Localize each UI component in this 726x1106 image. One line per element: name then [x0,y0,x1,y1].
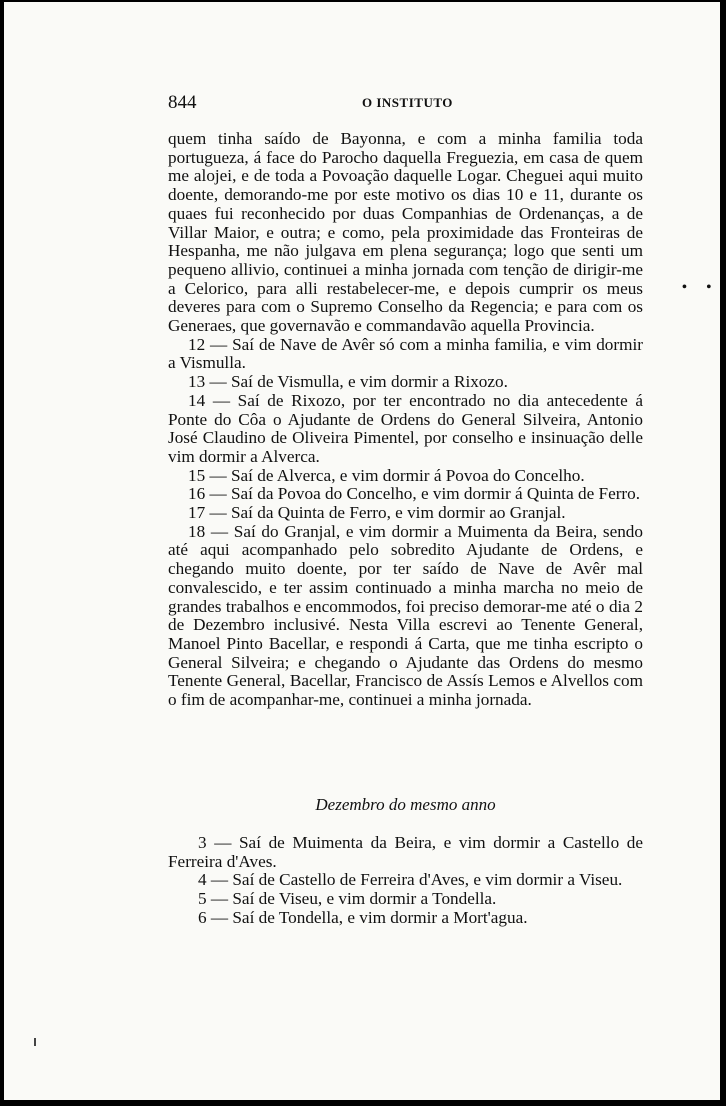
section-heading: Dezembro do mesmo anno [315,795,496,814]
margin-mark: • • [682,280,720,295]
diary-entry-12: 12 — Saí de Nave de Avêr só com a minha familia, e vim dormir a Vismulla. [168,334,643,373]
diary-entry-16: 16 — Saí da Povoa do Concelho, e vim dormir á Quinta de Ferro. [188,484,641,504]
running-title: O INSTITUTO [362,95,453,110]
diary-entry-14: 14 — Saí de Rixozo, por ter encontrado no dia antecedente á Ponte do Côa o Ajudante de Ordens do General Silveira, Antonio José Claudino de Oliveira Pimentel, por conselho e insinuação delle vim dormir a Alverca. [168,390,643,466]
diary-entry-dec-5: 5 — Saí de Viseu, e vim dormir a Tondella. [198,889,497,909]
page-header [168,92,643,116]
book-page [4,2,720,1100]
diary-entry-dec-3: 3 — Saí de Muimenta da Beira, e vim dormir a Castello de Ferreira d'Aves. [168,833,643,871]
diary-entry-13: 13 — Saí de Vismulla, e vim dormir a Rixozo. [188,372,508,392]
diary-entry-15: 15 — Saí de Alverca, e vim dormir á Povoa do Concelho. [188,465,585,485]
diary-entry-dec-6: 6 — Saí de Tondella, e vim dormir a Mort'agua. [198,907,528,927]
diary-entry-18: 18 — Saí do Granjal, e vim dormir a Muimenta da Beira, sendo até aqui acompanhado pelo sobredito Ajudante de Ordens, e chegando muito doente, por ter saído de Nave de Avêr mal convalescido, e ter assim continuado a minha marcha no meio de grandes trabalhos e encommodos, foi preciso demorar-me até o dia 2 de Dezembro inclusivé. Nesta Villa escrevi ao Tenente General, Manoel Pinto Bacellar, e respondi á Carta, que me tinha escripto o General Silveira; e chegando o Ajudante das Ordens do mesmo Tenente General, Bacellar, Francisco de Assís Lemos e Alvellos com o fim de acompanhar-me, continuei a minha jornada. [168,521,643,710]
edge-mark [34,1038,36,1046]
body-text [168,130,643,710]
section-entries [168,834,643,928]
diary-entry-17: 17 — Saí da Quinta de Ferro, e vim dormir ao Granjal. [188,503,566,523]
paragraph-continuation: quem tinha saído de Bayonna, e com a minha familia toda portugueza, á face do Parocho daquella Freguezia, em casa de quem me alojei, e de toda a Povoação daquelle Logar. Cheguei aqui muito doente, demorando-me por este motivo os dias 10 e 11, durante os quaes fui reconhecido por duas Companhias de Ordenanças, a de Villar Maior, e outra; e como, pela proximidade das Fronteiras de Hespanha, me não julgava em plena segurança; logo que senti um pequeno allivio, continuei a minha jornada com tenção de dirigir-me a Celorico, para alli restabelecer-me, e depois cumprir os meus deveres para com o Supremo Conselho da Regencia; e para com os Generaes, que governavão e commandavão aquella Provincia. [168,129,643,336]
page-number: 844 [168,92,197,113]
diary-entry-dec-4: 4 — Saí de Castello de Ferreira d'Aves, e vim dormir a Viseu. [198,870,623,890]
